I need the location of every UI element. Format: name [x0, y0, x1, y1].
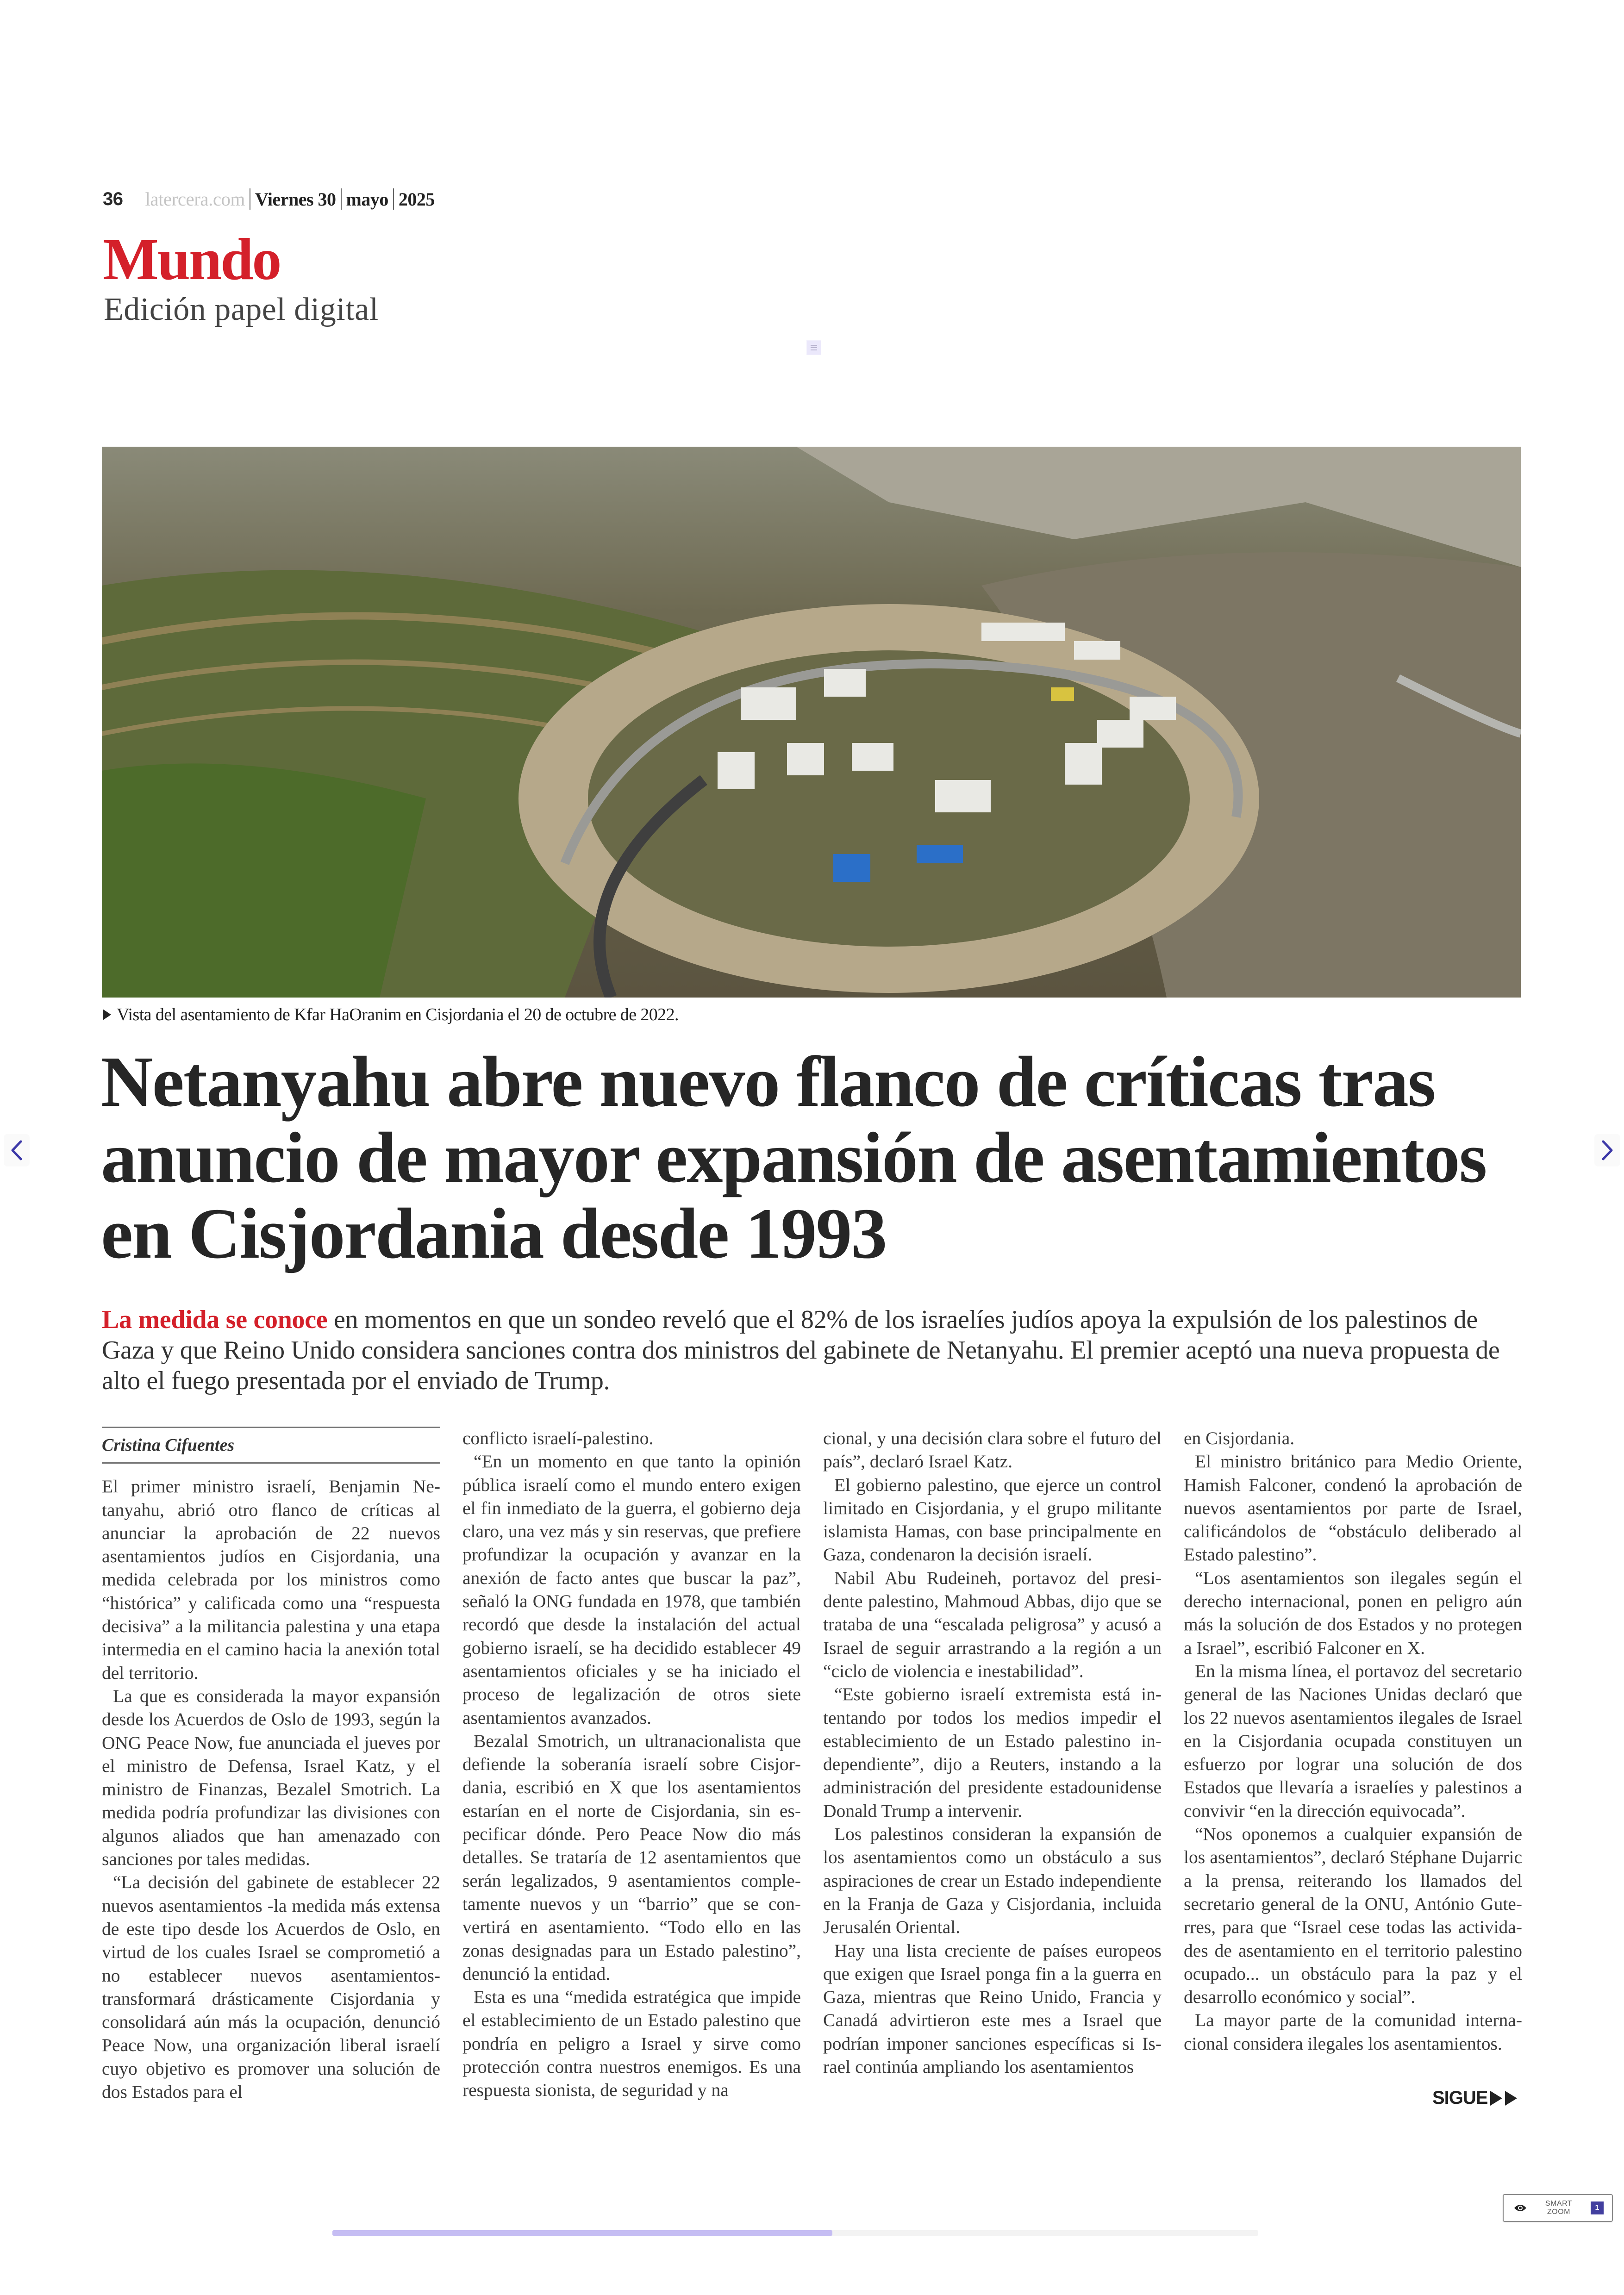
- progress-fill: [332, 2230, 832, 2236]
- article-body: [102, 1427, 1522, 2103]
- date-year: 2025: [398, 188, 435, 210]
- paragraph: La que es considerada la mayor expansión desde los Acuerdos de Oslo de 1993, según la ONG Peace Now, fue anunciada el jueves por el ministro de Defensa, Israel Katz, y el ministro de Finanzas, Bezalel Smotrich. La medida podría profundizar las divisiones con algunos aliados que han amenazado con sanciones por tales medidas.: [102, 1685, 440, 1870]
- chevron-left-icon: [9, 1139, 25, 1162]
- paragraph: en Cisjordania.: [1184, 1428, 1295, 1448]
- caption-text: Vista del asentamiento de Kfar HaOranim en Cisjordania el 20 de octubre de 2022.: [117, 1005, 679, 1024]
- article-photo: [102, 447, 1521, 998]
- smart-zoom-button[interactable]: [1503, 2194, 1613, 2222]
- chevron-right-icon: [1599, 1139, 1615, 1162]
- edition-label: Edición papel digital: [104, 292, 379, 327]
- paragraph: Esta es una “medida estratégica que impide el establecimiento de un Estado palestino que pondría en peligro a Israel y sirve como protección contra nuestros enemigos. Es una respuesta sionista, de seguridad y na: [462, 1987, 801, 2101]
- paragraph: El gobierno palestino, que ejerce un control limitado en Cisjordania, y el grupo militante islamista Hamas, con base principalmente en Gaza, condenaron la decisión israelí.: [823, 1474, 1162, 1565]
- settlement-aerial-photo: [102, 447, 1521, 998]
- paragraph: La mayor parte de la comunidad internacional considera ilegales los asentamientos.: [1184, 2010, 1522, 2054]
- play-arrow-icon: [1505, 2091, 1517, 2106]
- deck-lead: La medida se conoce: [102, 1305, 328, 1334]
- paragraph: Los palestinos consideran la expansión de los asentamientos como un obstáculo a sus aspiraciones de crear un Estado independiente en la Franja de Gaza y Cisjordania, incluida Jerusalén Oriental.: [823, 1824, 1162, 1938]
- paragraph: El ministro británico para Medio Oriente, Hamish Falconer, condenó la aprobación de nuevos asentamientos por parte de Israel, calificándolos de “obstáculo deliberado al Estado palestino”.: [1184, 1451, 1522, 1565]
- next-page-button[interactable]: [1594, 1134, 1620, 1166]
- continue-label: SIGUE: [1432, 2088, 1488, 2108]
- column-1: [102, 1427, 440, 2103]
- folio-line: [103, 185, 435, 213]
- previous-page-button[interactable]: [4, 1134, 30, 1166]
- paragraph: “En un momento en que tanto la opinión pública israelí como el mundo entero exigen el fin inmediato de la guerra, el gobierno deja claro, una vez más y sin reservas, que prefiere profundizar la ocupación y avanzar en la anexión de facto antes que buscar la paz”, señaló la ONG fundada en 1978, que también recordó que desde la instalación del actual gobierno israelí, se ha decidido establecer 49 asentamientos oficiales y se ha iniciado el proceso de legalización de otros siete asentamientos avanzados.: [462, 1451, 801, 1728]
- deck-text: en momentos en que un sondeo reveló que el 82% de los israelíes judíos apoya la expulsión de los palestinos de Gaza y que Reino Unido considera sanciones contra dos ministros del gabinete de Netanyahu. El premier aceptó una nueva propuesta de alto el fuego presentada por el enviado de Trump.: [102, 1305, 1500, 1395]
- date-day: Viernes 30: [255, 188, 336, 210]
- paragraph: El primer ministro israelí, Benjamin Netanyahu, abrió otro flanco de críticas al anunciar la aprobación de 22 nuevos asentamientos judíos en Cisjordania, una medida celebrada por los ministros como “histórica” y calificada como una “respuesta decisiva” a la militancia palestina y una etapa intermedia en el camino hacia la anexión total del territorio.: [102, 1476, 440, 1683]
- divider: [393, 188, 394, 210]
- paragraph: conflicto israelí-palestino.: [462, 1428, 654, 1448]
- section-title: Mundo: [103, 226, 281, 292]
- paragraph: cional, y una decisión clara sobre el futuro del país”, declaró Israel Katz.: [823, 1428, 1162, 1472]
- article-deck: [102, 1304, 1514, 1396]
- paragraph: Hay una lista creciente de países europeos que exigen que Israel ponga fin a la guerra en Gaza, mientras que Reino Unido, Francia y Canadá advirtieron este mes a Israel que podrían imponer sanciones específicas si Israel continúa ampliando los asentamientos: [823, 1940, 1162, 2077]
- byline: Cristina Cifuentes: [102, 1427, 440, 1464]
- paragraph: “La decisión del gabinete de establecer 22 nuevos asentamientos -la medida más extensa de este tipo desde los Acuerdos de Oslo, en virtud de los cuales Israel se comprometió a no establecer nuevos asentamientos- transformará drásticamente Cisjordania y consolidará aún más la ocupación, denunció Peace Now, una organización liberal israelí cuyo objetivo es promover una solución de dos Estados para el: [102, 1872, 440, 2102]
- column-3: [823, 1427, 1162, 2103]
- caption-triangle-icon: [103, 1009, 111, 1020]
- continue-marker: [1432, 2088, 1517, 2108]
- page-thumbnail-icon[interactable]: [806, 340, 821, 355]
- paragraph: En la misma línea, el portavoz del secretario general de las Naciones Unidas declaró que los 22 nuevos asentamientos ilegales de Israel en la Cisjordania ocupada constituyen un esfuerzo por lograr una solución de dos Estados que llevaría a israelíes y palestinos a convivir “en la dirección equivocada”.: [1184, 1660, 1522, 1821]
- smart-zoom-badge: 1: [1591, 2201, 1604, 2214]
- date-month: mayo: [346, 188, 388, 210]
- headline: Netanyahu abre nuevo flanco de críticas tras anuncio de mayor expansión de asentamientos en Cisjordania desde 1993: [101, 1041, 1487, 1273]
- photo-caption: [103, 1004, 679, 1025]
- smart-zoom-line2: ZOOM: [1547, 2208, 1570, 2216]
- page-progress-bar[interactable]: [332, 2230, 1258, 2236]
- paragraph: “Los asentamientos son ilegales según el derecho internacional, ponen en peligro aún más la solución de dos Estados y no protegen a Israel”, escribió Falconer en X.: [1184, 1567, 1522, 1658]
- paragraph: “Este gobierno israelí extremista está intentando por todos los medios impedir el establecimiento de un Estado palestino independiente”, dijo a Reuters, instando a la administración del presidente estadounidense Donald Trump a intervenir.: [823, 1684, 1162, 1821]
- paragraph: Nabil Abu Rudeineh, portavoz del presidente palestino, Mahmoud Abbas, dijo que se trataba de una “escalada peligrosa” y acusó a Israel de seguir arrastrando a la región a un “ciclo de violencia e inestabilidad”.: [823, 1567, 1162, 1681]
- page-number: 36: [103, 188, 123, 209]
- site-name: latercera.com: [145, 188, 245, 210]
- column-4: [1184, 1427, 1522, 2103]
- smart-zoom-label: [1545, 2200, 1572, 2216]
- eye-icon: [1514, 2203, 1527, 2213]
- column-2: [462, 1427, 801, 2103]
- paragraph: Bezalal Smotrich, un ultranacionalista que defiende la soberanía israelí sobre Cisjordania, escribió en X que los asentamientos estarían en el norte de Cisjordania, sin especificar dónde. Pero Peace Now dio más detalles. Se trataría de 12 asentamientos que serán legalizados, 9 asentamientos completamente nuevos y un “barrio” que se convertirá en asentamiento. “Todo ello en las zonas designadas para un Estado palestino”, denunció la entidad.: [462, 1730, 801, 1984]
- divider: [341, 188, 342, 210]
- smart-zoom-line1: SMART: [1545, 2200, 1573, 2208]
- play-arrow-icon: [1490, 2091, 1502, 2106]
- paragraph: “Nos oponemos a cualquier expansión de los asentamientos”, declaró Stéphane Dujarric a la prensa, reiterando los llamados del secretario general de la ONU, António Guterres, para que “Israel cese todas las actividades de asentamiento en el territorio palestino ocupado... un obstáculo para la paz y el desarrollo económico y social”.: [1184, 1824, 1522, 2008]
